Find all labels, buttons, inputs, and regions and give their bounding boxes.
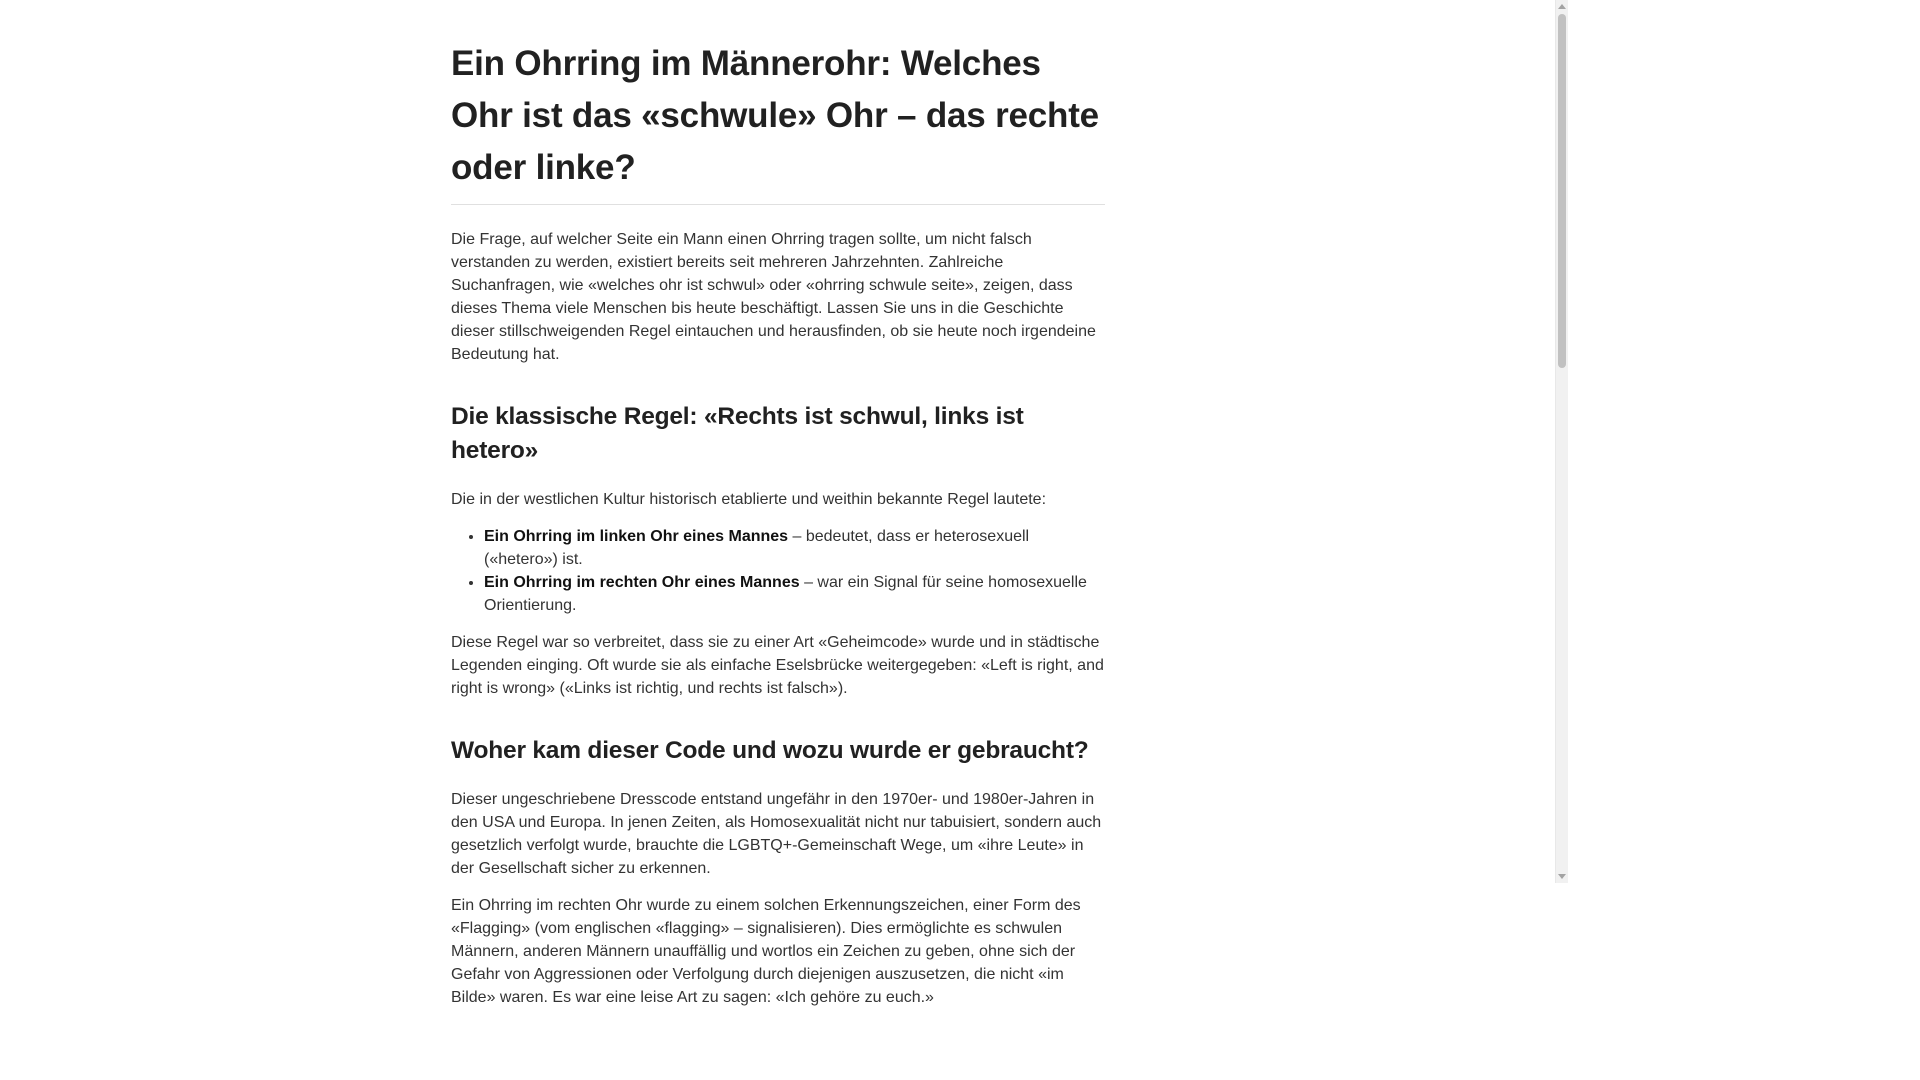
title-divider bbox=[451, 204, 1105, 205]
article-title: Ein Ohrring im Männerohr: Welches Ohr ist das «schwule» Ohr – das rechte oder linke? bbox=[451, 44, 1099, 187]
section1-after-paragraph: Diese Regel war so verbreitet, dass sie zu einer Art «Geheimcode» wurde und in städtische Legenden einging. Oft wurde sie als einfache Eselsbrücke weitergegeben: «Left is right, and right is wrong» («Links ist richtig, und rechts ist falsch»). bbox=[451, 634, 1104, 697]
section-heading-origin: Woher kam dieser Code und wozu wurde er gebraucht? bbox=[451, 737, 1089, 764]
scroll-up-arrow-icon[interactable] bbox=[1558, 4, 1566, 9]
list-item bbox=[484, 525, 1105, 571]
list-item-bold: Ein Ohrring im linken Ohr eines Mannes bbox=[484, 528, 789, 545]
list-item-text: – war ein Signal für seine homosexuelle Orientierung. bbox=[484, 574, 1087, 614]
section-heading-classic-rule: Die klassische Regel: «Rechts ist schwul, links ist hetero» bbox=[451, 403, 1024, 464]
article bbox=[451, 38, 1105, 1023]
scroll-down-arrow-icon[interactable] bbox=[1558, 874, 1566, 879]
scrollbar-thumb[interactable] bbox=[1558, 14, 1566, 368]
rule-list bbox=[451, 525, 1105, 617]
vertical-scrollbar[interactable] bbox=[1555, 0, 1568, 883]
section2-paragraph-1: Dieser ungeschriebene Dresscode entstand ungefähr in den 1970er- und 1980er-Jahren in den USA und Europa. In jenen Zeiten, als Homosexualität nicht nur tabuisiert, sondern auch gesetzlich verfolgt wurde, brauchte die LGBTQ+-Gemeinschaft Wege, um «ihre Leute» in der Gesellschaft sicher zu erkennen. bbox=[451, 791, 1102, 877]
list-item bbox=[484, 571, 1105, 617]
list-item-text: – bedeutet, dass er heterosexuell («hetero») ist. bbox=[484, 528, 1030, 568]
section2-paragraph-2: Ein Ohrring im rechten Ohr wurde zu einem solchen Erkennungszeichen, einer Form des «Flagging» (vom englischen «flagging» – signalisieren). Dies ermöglichte es schwulen Männern, anderen Männern unauffällig und wortlos ein Zeichen zu geben, ohne sich der Gefahr von Aggressionen oder Verfolgung durch diejenigen auszusetzen, die nicht «im Bilde» waren. Es war eine leise Art zu sagen: «Ich gehöre zu euch.» bbox=[451, 897, 1081, 1006]
list-item-bold: Ein Ohrring im rechten Ohr eines Mannes bbox=[484, 574, 800, 591]
intro-paragraph: Die Frage, auf welcher Seite ein Mann einen Ohrring tragen sollte, um nicht falsch verstanden zu werden, existiert bereits seit mehreren Jahrzehnten. Zahlreiche Suchanfragen, wie «welches ohr ist schwul» oder «ohrring schwule seite», zeigen, dass dieses Thema viele Menschen bis heute beschäftigt. Lassen Sie uns in die Geschichte dieser stillschweigenden Regel eintauchen und herausfinden, ob sie heute noch irgendeine Bedeutung hat. bbox=[451, 231, 1096, 363]
section1-lead: Die in der westlichen Kultur historisch etablierte und weithin bekannte Regel lautete: bbox=[451, 491, 1047, 508]
